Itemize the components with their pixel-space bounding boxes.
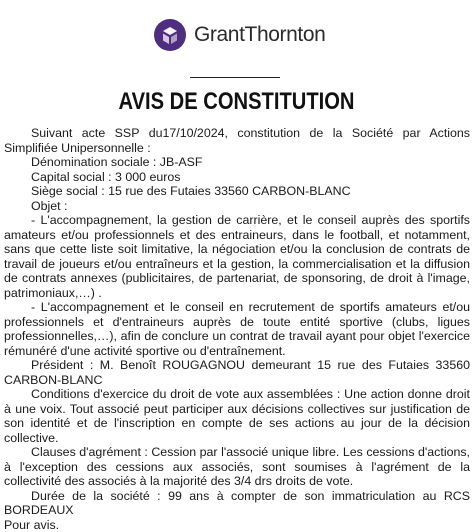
- brand-name: GrantThornton: [194, 23, 325, 47]
- grant-thornton-logo-icon: [154, 19, 186, 51]
- denomination-line: Dénomination sociale : JB-ASF: [4, 155, 470, 170]
- vote-paragraph: Conditions d'exercice du droit de vote aux assemblées : Une action donne droit à une voix. Tout associé peut participer aux décisions collectives sur justification de son identité et de l'inscription en compte de ses actions au jour de la décision collective.: [4, 387, 470, 445]
- objet-heading: Objet :: [4, 199, 470, 214]
- title-divider: [190, 77, 280, 78]
- duree-paragraph: Durée de la société : 99 ans à compter de son immatriculation au RCS BORDEAUX: [4, 489, 470, 518]
- grant-thornton-logo: [154, 18, 325, 52]
- objet-paragraph-2: - L'accompagnement et le conseil en recrutement de sportifs amateurs et/ou professionnels et d'entraineurs auprès de toute entité sportive (clubs, ligues professionnelles,…), afin de conclure un contrat de travail ayant pour objet l'exercice rémunéré d'une activité sportive ou d'entraînement.: [4, 300, 470, 358]
- notice-title: AVIS DE CONSTITUTION: [38, 88, 435, 116]
- closing-line: Pour avis.: [4, 518, 470, 532]
- president-paragraph: Président : M. Benoît ROUGAGNOU demeurant 15 rue des Futaies 33560 CARBON-BLANC: [4, 358, 470, 387]
- objet-paragraph-1: - L'accompagnement, la gestion de carrière, et le conseil auprès des sportifs amateurs et/ou professionnels et des entraineurs, dans le football, et notamment, sans que cette liste soit limitative, la négociation et/ou la conclusion de contrats de travail de joueurs et/ou entraîneurs et la gestion, la commercialisation et la diffusion de contrats annexes (publicitaires, de partenariat, de sponsoring, de droit à l'image, patrimoniaux,…) .: [4, 213, 470, 300]
- capital-line: Capital social : 3 000 euros: [4, 170, 470, 185]
- siege-line: Siège social : 15 rue des Futaies 33560 CARBON-BLANC: [4, 184, 470, 199]
- notice-body: [4, 126, 470, 532]
- agrement-paragraph: Clauses d'agrément : Cession par l'associé unique libre. Les cessions d'actions, à l'exception des cessions aux associés, sont soumises à l'agrément de la collectivité des associés à la majorité des 3/4 drs droits de vote.: [4, 445, 470, 489]
- intro-paragraph: Suivant acte SSP du17/10/2024, constitution de la Société par Actions Simplifiée Unipersonnelle :: [4, 126, 470, 155]
